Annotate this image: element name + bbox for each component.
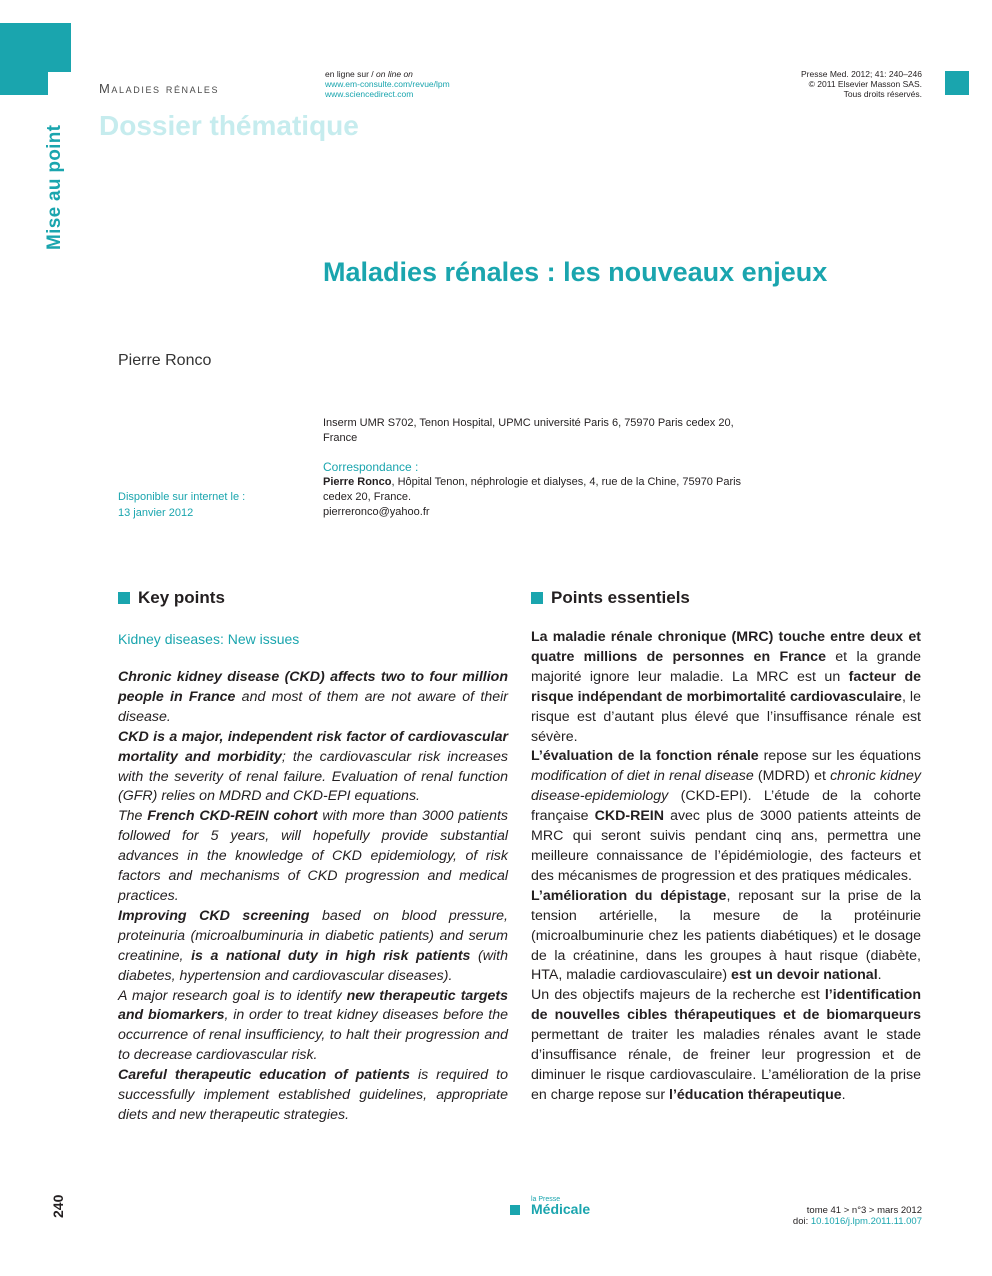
doi-label: doi: [792, 1216, 811, 1227]
sciencedirect-link[interactable]: www.sciencedirect.com [325, 89, 414, 99]
key-point-paragraph: CKD is a major, independent risk factor of cardiovascular mortality and morbidity; the cardiovascular risk increases with the severity of renal failure. Evaluation of renal function (GFR) relies on MDRD and CKD-EPI equations. [118, 728, 508, 805]
key-points-title: Key points [138, 588, 225, 607]
author-name: Pierre Ronco [118, 352, 212, 369]
point-essentiel-paragraph: L’amélioration du dépistage, reposant sur la prise de la tension artérielle, la mesure de la protéinurie (microalbuminurie chez les patients diabétiques) et le dosage de la créatinine, dans les groupes à haut risque (diabète, HTA, maladie cardiovasculaire) est un devoir national. [531, 887, 921, 984]
points-essentiels-body [531, 628, 921, 1106]
doi-link[interactable]: 10.1016/j.lpm.2011.11.007 [810, 1216, 922, 1227]
correspondence-address: , Hôpital Tenon, néphrologie et dialyses, 4, rue de la Chine, 75970 Paris cedex 20, France. [323, 476, 742, 503]
logo-big-text: Médicale [531, 1201, 591, 1217]
key-point-paragraph: Chronic kidney disease (CKD) affects two to four million people in France and most of them are not aware of their disease. [118, 669, 508, 725]
key-point-paragraph: A major research goal is to identify new therapeutic targets and biomarkers, in order to treat kidney diseases before the occurrence of renal insufficiency, to halt their progression and to decrease cardiovascular risk. [118, 987, 508, 1064]
correspondence-name: Pierre Ronco [323, 476, 392, 488]
affiliation: Inserm UMR S702, Tenon Hospital, UPMC université Paris 6, 75970 Paris cedex 20, France [323, 417, 734, 444]
heading-square-icon [118, 592, 130, 604]
online-label: en ligne sur / [325, 69, 377, 79]
key-points-body [118, 668, 508, 1126]
correspondence-heading: Correspondance : [323, 460, 419, 474]
correspondence-email[interactable]: pierreronco@yahoo.fr [323, 506, 430, 518]
dossier-label: Dossier thématique [99, 110, 359, 141]
header-accent-square [945, 71, 969, 95]
key-point-paragraph: Improving CKD screening based on blood pressure, proteinuria (microalbuminuria in diabetic patients) and serum creatinine, is a national duty in high risk patients (with diabetes, hypertension and cardiovascular diseases). [118, 907, 508, 984]
correspondence-block [323, 460, 743, 520]
footer-reference [793, 1205, 922, 1227]
key-points-subheading: Kidney diseases: New issues [118, 631, 300, 647]
vertical-section-label: Mise au point [44, 124, 65, 250]
available-date: 13 janvier 2012 [118, 507, 194, 519]
online-label-en: on line on [376, 69, 413, 79]
section-label: Maladies rénales [99, 81, 220, 96]
key-point-paragraph: Careful therapeutic education of patients is required to successfully implement established guidelines, appropriate diets and new therapeutic strategies. [118, 1067, 508, 1123]
online-links [325, 69, 450, 99]
page-number: 240 [50, 1194, 66, 1218]
rights-line: Tous droits réservés. [843, 89, 922, 99]
point-essentiel-paragraph: Un des objectifs majeurs de la recherche est l’identification de nouvelles cibles thérapeutiques et de biomarqueurs permettant de traiter les maladies rénales avant le stade d’insuffisance rénale, de freiner leur progression et de diminuer le risque cardiovasculaire. L’amélioration de la prise en charge repose sur l’éducation thérapeutique. [531, 987, 921, 1103]
journal-reference [801, 69, 922, 99]
points-essentiels-title: Points essentiels [551, 588, 690, 607]
journal-url-link[interactable]: www.em-consulte.com/revue/lpm [325, 79, 450, 89]
availability-block [118, 489, 245, 521]
heading-square-icon [531, 592, 543, 604]
logo-square-icon [510, 1205, 520, 1215]
key-points-heading [118, 588, 225, 608]
points-essentiels-heading [531, 588, 690, 608]
logo-small-text: la Presse [531, 1196, 561, 1203]
copyright-line: © 2011 Elsevier Masson SAS. [808, 79, 922, 89]
point-essentiel-paragraph: La maladie rénale chronique (MRC) touche entre deux et quatre millions de personnes en France et la grande majorité ignore leur maladie. La MRC est un facteur de risque indépendant de morbimortalité cardiovasculaire, le risque est d’autant plus élevé que l’insuffisance rénale est sévère. [531, 629, 921, 745]
issue-info: tome 41 > n°3 > mars 2012 [806, 1205, 922, 1216]
key-point-paragraph: The French CKD-REIN cohort with more than 3000 patients followed for 5 years, will hopefully provide substantial advances in the knowledge of CKD epidemiology, of risk factors and mechanisms of CKD progression and medical practices. [118, 808, 508, 904]
journal-citation: Presse Med. 2012; 41: 240–246 [801, 69, 922, 79]
available-label: Disponible sur internet le : [118, 491, 246, 503]
point-essentiel-paragraph: L’évaluation de la fonction rénale repose sur les équations modification of diet in renal disease (MDRD) et chronic kidney disease-epidemiology (CKD-EPI). L’étude de la cohorte française CKD-REIN avec plus de 3000 patients atteints de MRC qui seront suivis pendant cinq ans, permettra une meilleure connaissance de l’épidémiologie, des facteurs et des mécanismes de progression et des pratiques médicales. [531, 748, 921, 884]
corner-accent-notch [48, 72, 71, 95]
article-title: Maladies rénales : les nouveaux enjeux [323, 257, 828, 287]
